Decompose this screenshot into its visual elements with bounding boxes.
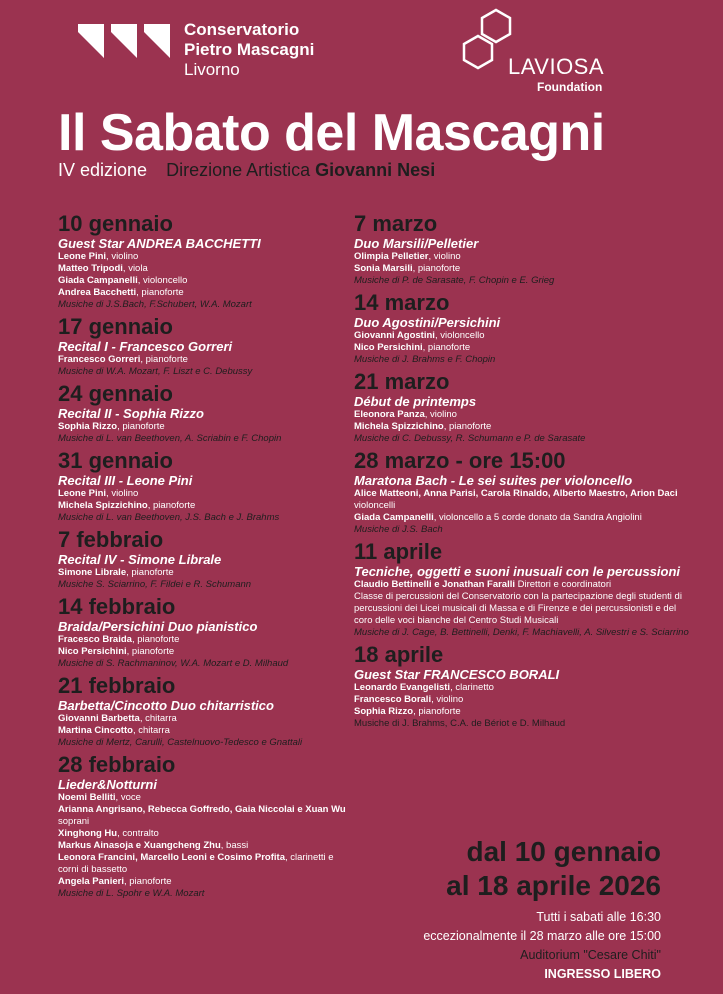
concert-entry [354, 449, 694, 536]
performer-name: Giovanni Barbetta [58, 713, 140, 724]
performer-role: , contralto [117, 828, 159, 839]
performer-line [354, 682, 694, 694]
performer-name: Nico Persichini [58, 646, 127, 657]
concert-title: Recital IV - Simone Librale [58, 552, 222, 567]
season-period [446, 835, 661, 903]
performer-role: , clarinetti e corni di bassetto [58, 852, 334, 875]
schedule-left-column [58, 212, 348, 904]
director-name: Giovanni Nesi [315, 160, 436, 180]
concert-entry [354, 291, 694, 366]
performer-line [354, 694, 694, 706]
performer-line [354, 591, 694, 627]
performer-role: violoncelli [354, 500, 396, 511]
concert-date: 14 febbraio [58, 594, 176, 619]
conservatorio-city: Livorno [184, 60, 240, 79]
performer-name: Giada Campanelli [58, 275, 138, 286]
concert-title: Guest Star ANDREA BACCHETTI [58, 236, 261, 251]
info-saturdays: Tutti i sabati alle 16:30 [536, 910, 661, 924]
performer-name: Michela Spizzichino [58, 500, 148, 511]
performer-line [354, 342, 694, 354]
performer-role: , pianoforte [147, 500, 196, 511]
performer-role: , pianoforte [117, 421, 165, 432]
concert-program: Musiche di P. de Sarasate, F. Chopin e E. Grieg [354, 275, 555, 286]
edition-line [58, 160, 435, 181]
performer-line [58, 804, 348, 828]
performer-line [354, 251, 694, 263]
concert-entry [354, 643, 694, 730]
concert-date: 10 gennaio [58, 211, 173, 236]
performer-line [354, 706, 694, 718]
concert-entry [58, 315, 348, 378]
performer-role: , pianoforte [140, 354, 188, 365]
performer-line [354, 512, 694, 524]
performer-role: , bassi [220, 840, 249, 851]
performer-role: , pianoforte [124, 876, 172, 887]
concert-program: Musiche di W.A. Mozart, F. Liszt e C. Debussy [58, 366, 253, 377]
performer-name: Fracesco Braida [58, 634, 132, 645]
performer-line [58, 500, 348, 512]
concert-program: Musiche di L. Spohr e W.A. Mozart [58, 888, 205, 899]
conservatorio-line1: Conservatorio [184, 20, 300, 39]
performer-name: Xinghong Hu [58, 828, 118, 839]
period-end: al 18 aprile 2026 [446, 870, 661, 901]
sponsor-subtitle: Foundation [537, 80, 603, 94]
performer-role: , chitarra [139, 713, 177, 724]
artistic-direction [166, 160, 435, 180]
performer-name: Leonora Francini, Marcello Leoni e Cosimo Profita [58, 852, 285, 863]
schedule-right-column [354, 212, 694, 734]
performer-role: , pianoforte [443, 421, 492, 432]
concert-title: Recital III - Leone Pini [58, 473, 193, 488]
performer-line [354, 579, 694, 591]
performer-line [354, 488, 694, 512]
performer-name: Olimpia Pelletier [354, 251, 429, 262]
performer-name: Leonardo Evangelisti [354, 682, 451, 693]
concert-date: 14 marzo [354, 290, 450, 315]
concert-date: 31 gennaio [58, 448, 173, 473]
direction-label: Direzione Artistica [166, 160, 311, 180]
page-title: Il Sabato del Mascagni [58, 104, 605, 162]
performer-role: , violino [431, 694, 464, 705]
performer-name: Angela Panieri [58, 876, 124, 887]
performer-role: , viola [122, 263, 148, 274]
concert-program: Musiche di S. Rachmaninov, W.A. Mozart e D. Milhaud [58, 658, 289, 669]
concert-title: Barbetta/Cincotto Duo chitarristico [58, 698, 274, 713]
concert-entry [354, 540, 694, 639]
performer-line [58, 567, 348, 579]
performer-name: Francesco Borali [354, 694, 432, 705]
performer-line [58, 840, 348, 852]
performer-role: , pianoforte [422, 342, 471, 353]
concert-date: 21 febbraio [58, 673, 176, 698]
concert-program: Musiche di C. Debussy, R. Schumann e P. de Sarasate [354, 433, 586, 444]
conservatorio-name [184, 20, 314, 80]
performer-name: Leone Pini [58, 251, 107, 262]
performer-line [58, 251, 348, 263]
performer-name: Andrea Bacchetti [58, 287, 137, 298]
concert-date: 21 marzo [354, 369, 450, 394]
concert-entry [58, 212, 348, 311]
performer-line [58, 354, 348, 366]
performer-role: , violino [428, 251, 461, 262]
concert-date: 7 marzo [354, 211, 438, 236]
performer-role: soprani [58, 816, 90, 827]
performer-role: , pianoforte [136, 287, 184, 298]
performer-name: Eleonora Panza [354, 409, 425, 420]
concert-title: Guest Star FRANCESCO BORALI [354, 667, 560, 682]
concert-title: Braida/Persichini Duo pianistico [58, 619, 258, 634]
concert-program: Musiche di J.S.Bach, F.Schubert, W.A. Mozart [58, 299, 252, 310]
performer-line [354, 263, 694, 275]
concert-title: Recital II - Sophia Rizzo [58, 406, 204, 421]
performer-line [58, 263, 348, 275]
performer-role: Direttori e coordinatori [515, 579, 612, 590]
concert-entry [58, 382, 348, 445]
performer-name: Francesco Gorreri [58, 354, 141, 365]
performer-name: Simone Librale [58, 567, 127, 578]
performer-role: Classe di percussioni del Conservatorio con la partecipazione degli studenti di percussioni dei Licei musicali di Massa e di Firenze e dei percussionisti e del coro delle voci bianche del Centro Studi Musicali [354, 591, 682, 626]
concert-entry [58, 674, 348, 749]
concert-title: Début de printemps [354, 394, 477, 409]
conservatorio-logo-icon [78, 24, 170, 58]
performer-role: , pianoforte [126, 646, 175, 657]
performer-name: Matteo Tripodi [58, 263, 123, 274]
concert-title: Maratona Bach - Le sei suites per violoncello [354, 473, 633, 488]
performer-line [58, 421, 348, 433]
concert-date: 28 febbraio [58, 752, 176, 777]
performer-line [58, 876, 348, 888]
concert-title: Tecniche, oggetti e suoni inusuali con le percussioni [354, 564, 681, 579]
concert-date: 11 aprile [354, 539, 443, 564]
performer-name: Claudio Bettinelli e Jonathan Faralli [354, 579, 515, 590]
performer-role: , chitarra [132, 725, 170, 736]
performer-role: , pianoforte [412, 263, 461, 274]
performer-line [58, 828, 348, 840]
concert-date: 28 marzo - ore 15:00 [354, 448, 566, 473]
concert-program: Musiche di L. van Beethoven, J.S. Bach e J. Brahms [58, 512, 280, 523]
concert-entry [58, 449, 348, 524]
performer-role: , violino [424, 409, 457, 420]
venue: Auditorium "Cesare Chiti" [520, 948, 661, 962]
concert-date: 7 febbraio [58, 527, 164, 552]
period-start: dal 10 gennaio [466, 836, 661, 867]
performer-role: , violino [106, 251, 139, 262]
sponsor-name: LAVIOSA [508, 54, 605, 79]
performer-line [58, 488, 348, 500]
performer-line [354, 330, 694, 342]
concert-date: 18 aprile [354, 642, 444, 667]
conservatorio-line2: Pietro Mascagni [184, 40, 315, 59]
performer-line [58, 275, 348, 287]
performer-line [354, 421, 694, 433]
concert-title: Duo Agostini/Persichini [354, 315, 501, 330]
edition: IV edizione [58, 160, 148, 180]
performer-name: Nico Persichini [354, 342, 423, 353]
performer-line [58, 634, 348, 646]
concert-program: Musiche di J. Cage, B. Bettinelli, Denki, F. Machiavelli, A. Silvestri e S. Sciarrino [354, 627, 689, 638]
performer-role: , violino [106, 488, 139, 499]
performer-role: , violoncello [434, 330, 485, 341]
concert-entry [58, 528, 348, 591]
concert-date: 24 gennaio [58, 381, 173, 406]
performer-role: , clarinetto [450, 682, 494, 693]
performer-line [58, 852, 348, 876]
performer-name: Leone Pini [58, 488, 107, 499]
concert-entry [354, 370, 694, 445]
concert-title: Duo Marsili/Pelletier [354, 236, 479, 251]
performer-name: Giovanni Agostini [354, 330, 435, 341]
performer-role: , pianoforte [131, 634, 180, 645]
concert-program: Musiche di J. Brahms, C.A. de Bériot e D. Milhaud [354, 718, 566, 729]
performer-line [58, 725, 348, 737]
performer-name: Michela Spizzichino [354, 421, 444, 432]
performer-role: , pianoforte [413, 706, 461, 717]
performer-line [354, 409, 694, 421]
concert-entry [58, 595, 348, 670]
performer-name: Markus Ainasoja e Xuangcheng Zhu [58, 840, 221, 851]
schedule-info [423, 908, 661, 984]
performer-name: Sonia Marsili [354, 263, 413, 274]
performer-line [58, 792, 348, 804]
concert-title: Lieder&Notturni [58, 777, 157, 792]
free-entry: INGRESSO LIBERO [544, 967, 661, 981]
performer-role: , violoncello a 5 corde donato da Sandra Angiolini [433, 512, 642, 523]
performer-name: Sophia Rizzo [58, 421, 118, 432]
performer-role: , violoncello [137, 275, 188, 286]
concert-entry [354, 212, 694, 287]
concert-program: Musiche di Mertz, Carulli, Castelnuovo-Tedesco e Gnattali [58, 737, 303, 748]
performer-name: Giada Campanelli [354, 512, 434, 523]
performer-name: Martina Cincotto [58, 725, 133, 736]
concert-program: Musiche di L. van Beethoven, A. Scriabin e F. Chopin [58, 433, 282, 444]
performer-line [58, 287, 348, 299]
concert-program: Musiche S. Sciarrino, F. Fildei e R. Schumann [58, 579, 252, 590]
performer-name: Alice Matteoni, Anna Parisi, Carola Rinaldo, Alberto Maestro, Arion Daci [354, 488, 678, 499]
performer-role: , voce [115, 792, 141, 803]
concert-date: 17 gennaio [58, 314, 173, 339]
performer-name: Sophia Rizzo [354, 706, 414, 717]
performer-role: , pianoforte [126, 567, 174, 578]
concert-title: Recital I - Francesco Gorreri [58, 339, 233, 354]
performer-name: Arianna Angrisano, Rebecca Goffredo, Gaia Niccolai e Xuan Wu [58, 804, 346, 815]
info-exception: eccezionalmente il 28 marzo alle ore 15:00 [423, 929, 661, 943]
concert-program: Musiche di J. Brahms e F. Chopin [354, 354, 496, 365]
performer-line [58, 646, 348, 658]
concert-program: Musiche di J.S. Bach [354, 524, 443, 535]
performer-line [58, 713, 348, 725]
performer-name: Noemi Belliti [58, 792, 116, 803]
concert-entry [58, 753, 348, 900]
